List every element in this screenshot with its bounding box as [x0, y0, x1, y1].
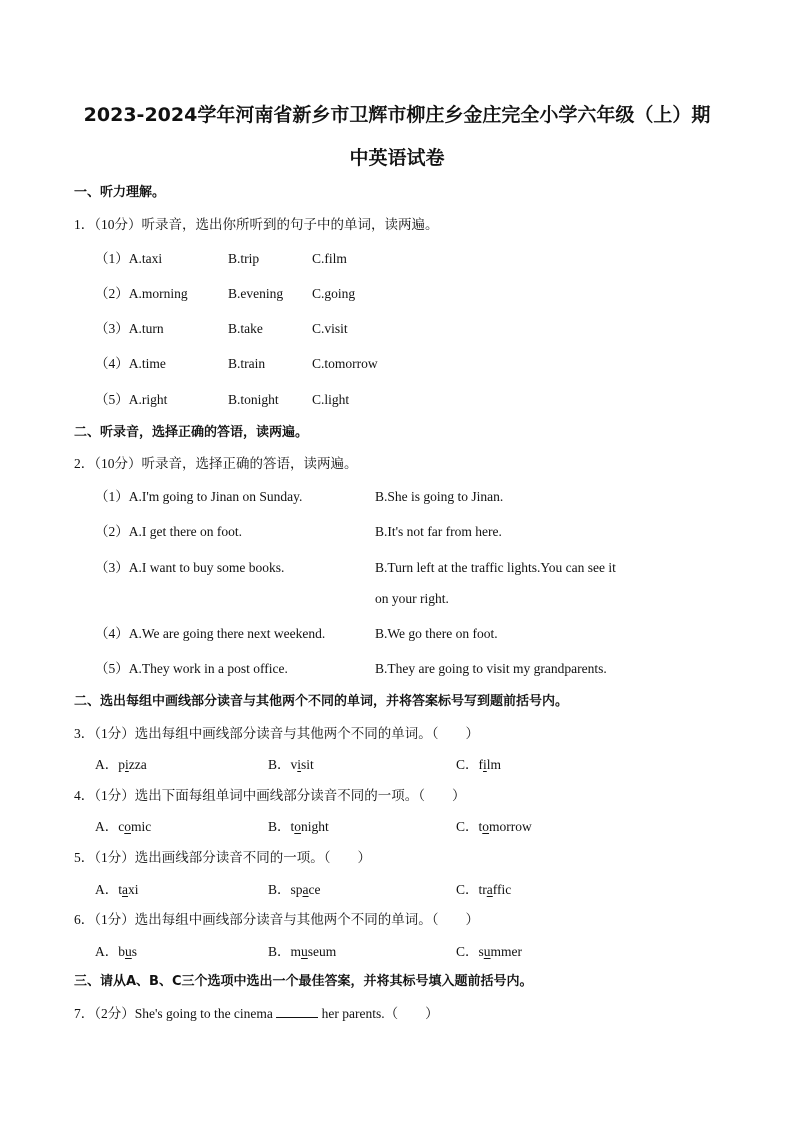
q2-option-b: B.Turn left at the traffic lights.You can see it — [375, 560, 616, 575]
q5-option-c: C．traffic — [456, 882, 512, 897]
q1-option-c: C.light — [312, 392, 350, 407]
section-heading-pronunciation: 二、选出每组中画线部分读音与其他两个不同的单词，并将答案标号写到题前括号内。 — [74, 694, 569, 709]
q2-option-b: B.We go there on foot. — [375, 626, 498, 641]
q1-option-b: B.take — [228, 321, 263, 336]
exam-title-line1: 2023-2024学年河南省新乡市卫辉市柳庄乡金庄完全小学六年级（上）期 — [83, 104, 711, 126]
q1-option-a: （2）A.morning — [95, 286, 188, 301]
section-heading-best-answer: 三、请从A、B、C三个选项中选出一个最佳答案，并将其标号填入题前括号内。 — [74, 974, 533, 989]
q4-option-c: C．tomorrow — [456, 819, 532, 834]
underlined-letter: a — [302, 882, 309, 897]
underlined-letter: a — [486, 882, 493, 897]
q1-option-b: B.train — [228, 356, 266, 371]
q2-option-b: B.It's not far from here. — [375, 524, 502, 539]
q6-option-a: A．bus — [95, 944, 138, 959]
q1-option-c: C.tomorrow — [312, 356, 378, 371]
q5-option-b: B．space — [268, 882, 321, 897]
q3-option-a: A．pizza — [95, 757, 147, 772]
question-6-stem: 6．（1分）选出每组中画线部分读音与其他两个不同的单词。（ ） — [74, 912, 479, 927]
q4-option-b: B．tonight — [268, 819, 329, 834]
q2-option-a: （3）A.I want to buy some books. — [95, 560, 285, 575]
q6-option-b: B．museum — [268, 944, 337, 959]
question-1-stem: 1．（10分）听录音，选出你所听到的句子中的单词，读两遍。 — [74, 217, 439, 232]
underlined-letter: o — [294, 819, 302, 834]
q2-option-b: B.She is going to Jinan. — [375, 489, 504, 504]
underlined-letter: u — [301, 944, 308, 959]
answer-blank — [276, 1005, 318, 1018]
q1-option-b: B.tonight — [228, 392, 279, 407]
underlined-letter: u — [125, 944, 132, 959]
section-heading-responses: 二、听录音，选择正确的答语，读两遍。 — [74, 425, 309, 440]
q1-option-c: C.going — [312, 286, 356, 301]
q2-option-a: （2）A.I get there on foot. — [95, 524, 242, 539]
underlined-letter: u — [483, 944, 491, 959]
underlined-letter: i — [483, 757, 487, 772]
q2-option-a: （5）A.They work in a post office. — [95, 661, 288, 676]
q1-option-a: （5）A.right — [95, 392, 168, 407]
q2-option-b-continued: on your right. — [375, 591, 449, 606]
question-4-stem: 4．（1分）选出下面每组单词中画线部分读音不同的一项。（ ） — [74, 788, 466, 803]
question-3-stem: 3．（1分）选出每组中画线部分读音与其他两个不同的单词。（ ） — [74, 726, 479, 741]
q3-option-c: C．film — [456, 757, 502, 772]
q1-option-b: B.evening — [228, 286, 284, 301]
underlined-letter: a — [122, 882, 129, 897]
underlined-letter: o — [482, 819, 490, 834]
q1-option-c: C.film — [312, 251, 347, 266]
underlined-letter: i — [297, 757, 302, 772]
q6-option-c: C．summer — [456, 944, 523, 959]
q2-option-b: B.They are going to visit my grandparents. — [375, 661, 607, 676]
underlined-letter: o — [124, 819, 131, 834]
q1-option-c: C.visit — [312, 321, 348, 336]
underlined-letter: i — [125, 757, 129, 772]
question-5-stem: 5．（1分）选出画线部分读音不同的一项。（ ） — [74, 850, 371, 865]
q1-option-a: （4）A.time — [95, 356, 166, 371]
q1-option-a: （3）A.turn — [95, 321, 164, 336]
exam-title-line2: 中英语试卷 — [349, 147, 445, 169]
q2-option-a: （1）A.I'm going to Jinan on Sunday. — [95, 489, 303, 504]
q1-option-a: （1）A.taxi — [95, 251, 163, 266]
q4-option-a: A．comic — [95, 819, 152, 834]
q1-option-b: B.trip — [228, 251, 260, 266]
question-7-stem: 7．（2分）She's going to the cinema her parents.（ ） — [74, 1006, 439, 1021]
q5-option-a: A．taxi — [95, 882, 139, 897]
question-2-stem: 2．（10分）听录音，选择正确的答语，读两遍。 — [74, 456, 358, 471]
section-heading-listening: 一、听力理解。 — [74, 185, 166, 200]
q2-option-a: （4）A.We are going there next weekend. — [95, 626, 326, 641]
q3-option-b: B．visit — [268, 757, 314, 772]
